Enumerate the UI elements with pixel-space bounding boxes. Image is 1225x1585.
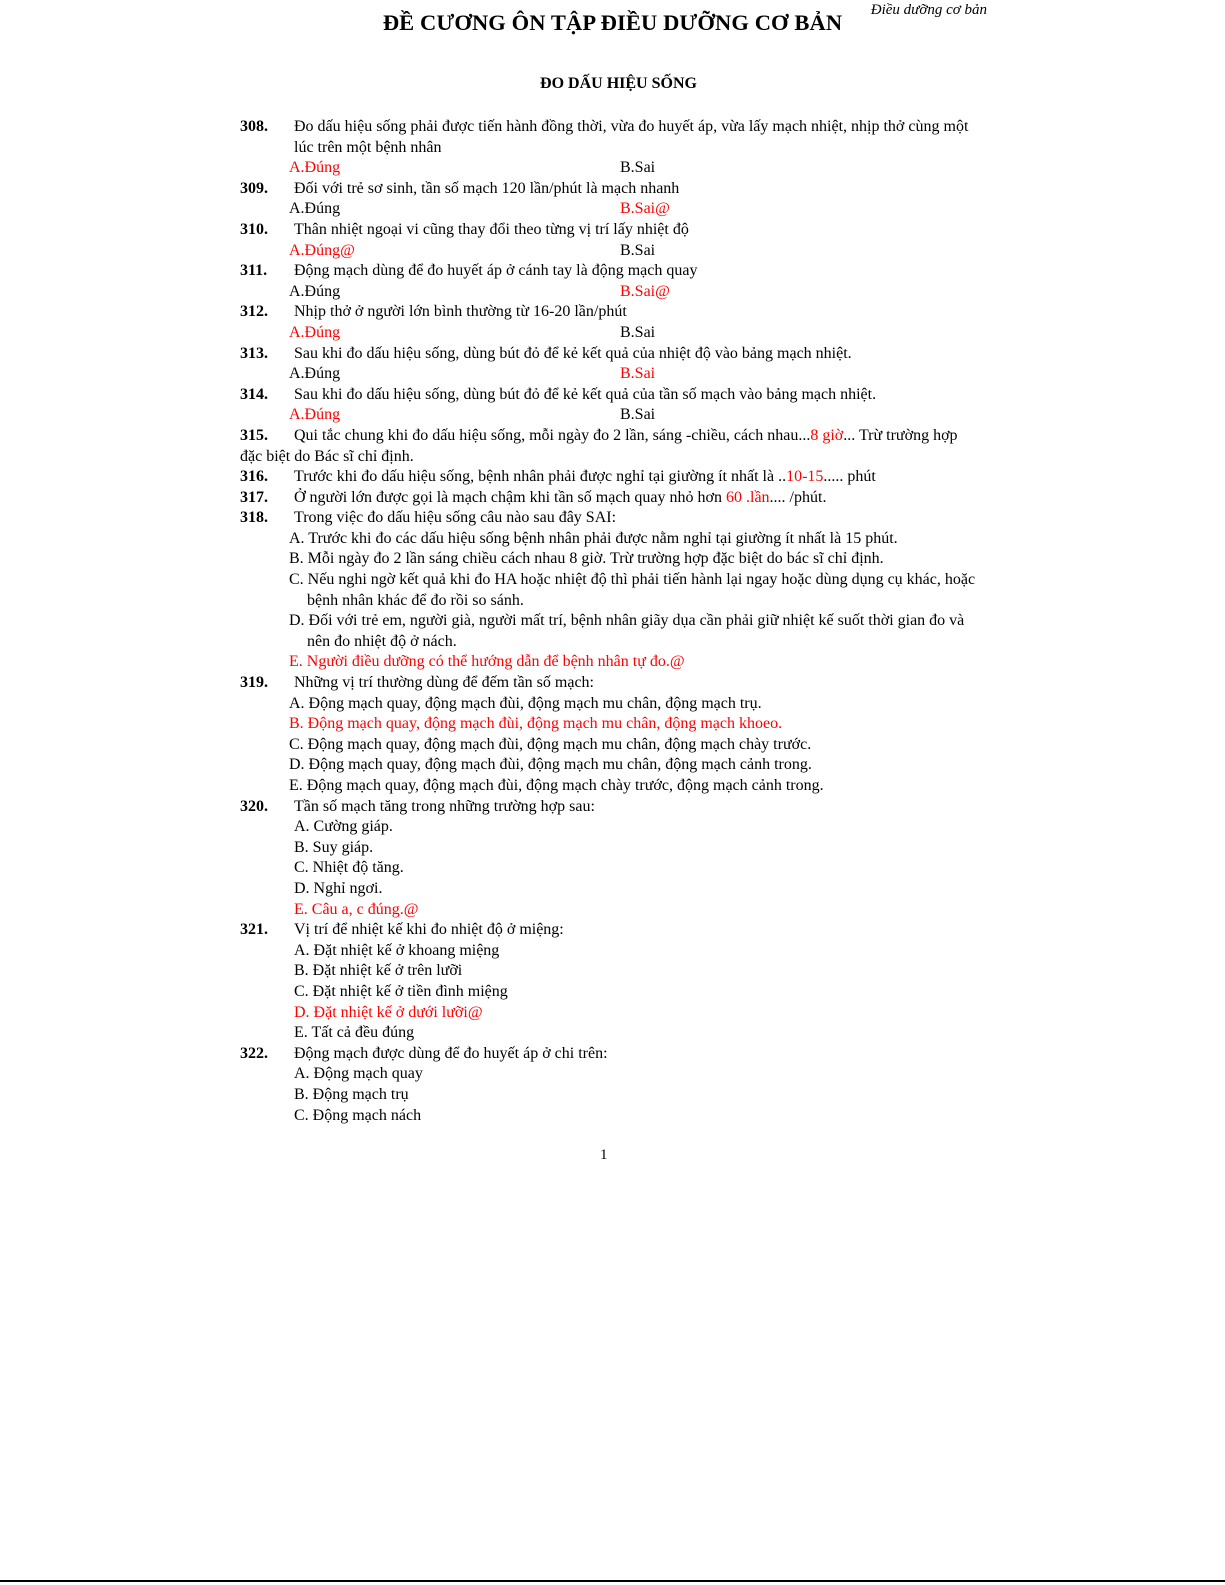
option-d: D. Đối với trẻ em, người già, người mất trí, bệnh nhân giãy dụa cần phải giữ nhiệt kế suốt thời gian đo và nên đo nhiệt độ ở nách. — [289, 612, 965, 650]
option-c: C. Động mạch quay, động mạch đùi, động mạch mu chân, động mạch chày trước. — [289, 735, 812, 753]
question-number: 311. — [240, 262, 268, 280]
option-d: D. Đặt nhiệt kế ở dưới lưỡi@ — [294, 1003, 483, 1021]
option-a: A.Đúng — [289, 406, 341, 424]
option-c: C. Đặt nhiệt kế ở tiền đình miệng — [294, 982, 508, 1000]
question-number: 317. — [240, 488, 268, 506]
option-a: A. Động mạch quay — [294, 1065, 423, 1083]
question-317 — [240, 488, 980, 509]
option-c: C. Nhiệt độ tăng. — [294, 859, 404, 877]
option-b: B.Sai@ — [620, 282, 670, 300]
option-a: A.Đúng — [289, 159, 341, 177]
question-number: 308. — [240, 118, 268, 135]
header-corner-text: Điều dưỡng cơ bản — [870, 2, 987, 18]
question-text-after: ... Trừ trường hợp đặc biệt do Bác sĩ chỉ định. — [240, 426, 958, 465]
question-number: 313. — [240, 344, 268, 362]
question-text: Động mạch dùng để đo huyết áp ở cánh tay là động mạch quay — [294, 262, 698, 280]
question-text: Những vị trí thường dùng để đếm tần số mạch: — [294, 674, 594, 692]
option-a: A. Cường giáp. — [294, 818, 393, 836]
question-number: 309. — [240, 179, 268, 197]
option-b: B. Suy giáp. — [294, 838, 374, 856]
question-text: Vị trí để nhiệt kế khi đo nhiệt độ ở miệng: — [294, 921, 564, 939]
question-text-before: Qui tắc chung khi đo dấu hiệu sống, mỗi ngày đo 2 lần, sáng -chiều, cách nhau... — [294, 426, 811, 444]
option-e: E. Động mạch quay, động mạch đùi, động mạch chày trước, động mạch cảnh trong. — [289, 777, 824, 794]
question-text: Trong việc đo dấu hiệu sống câu nào sau đây SAI: — [294, 509, 617, 527]
option-b: B. Động mạch trụ — [294, 1085, 409, 1103]
option-b: B.Sai — [620, 241, 656, 259]
question-text: Tần số mạch tăng trong những trường hợp sau: — [294, 797, 595, 815]
question-number: 314. — [240, 385, 268, 403]
question-311 — [240, 261, 980, 302]
page-number: 1 — [600, 1147, 608, 1163]
option-b: B.Sai@ — [620, 200, 670, 218]
option-d: D. Nghỉ ngơi. — [294, 879, 383, 897]
option-a: A.Đúng — [289, 323, 341, 341]
question-number: 310. — [240, 220, 268, 238]
question-number: 315. — [240, 426, 268, 444]
question-text: Sau khi đo dấu hiệu sống, dùng bút đỏ để kẻ kết quả của tần số mạch vào bảng mạch nhiệt. — [294, 385, 877, 403]
question-number: 318. — [240, 509, 268, 527]
question-318 — [240, 508, 980, 673]
option-a: A. Trước khi đo các dấu hiệu sống bệnh nhân phải được nằm nghỉ tại giường ít nhất là 15 phút. — [289, 529, 898, 547]
option-b: B.Sai — [620, 323, 656, 341]
question-322 — [240, 1044, 980, 1126]
question-309 — [240, 179, 980, 220]
option-c: C. Động mạch nách — [294, 1106, 422, 1124]
question-number: 320. — [240, 797, 268, 815]
option-b: B. Đặt nhiệt kế ở trên lưỡi — [294, 962, 463, 980]
question-319 — [240, 673, 980, 797]
option-b: B.Sai — [620, 365, 656, 383]
question-320 — [240, 797, 980, 921]
option-a: A.Đúng — [289, 200, 341, 218]
question-number: 322. — [240, 1044, 268, 1062]
question-number: 319. — [240, 674, 268, 692]
option-b: B. Mỗi ngày đo 2 lần sáng chiều cách nhau 8 giờ. Trừ trường hợp đặc biệt do bác sĩ chỉ định. — [289, 550, 884, 568]
question-313 — [240, 344, 980, 385]
question-text-before: Ở người lớn được gọi là mạch chậm khi tần số mạch quay nhỏ hơn — [294, 488, 726, 506]
option-a: A.Đúng — [289, 365, 341, 383]
question-314 — [240, 385, 980, 426]
question-text-after: ..... phút — [823, 468, 876, 486]
document-title: ĐỀ CƯƠNG ÔN TẬP ĐIỀU DƯỠNG CƠ BẢN — [382, 10, 843, 35]
option-c: C. Nếu nghi ngờ kết quả khi đo HA hoặc nhiệt độ thì phải tiến hành lại ngay hoặc dùng dụng cụ khác, hoặc bệnh nhân khác để đo rồi so sánh. — [289, 571, 976, 609]
option-b: B. Động mạch quay, động mạch đùi, động mạch mu chân, động mạch khoeo. — [289, 715, 783, 733]
question-text: Đo dấu hiệu sống phải được tiến hành đồng thời, vừa đo huyết áp, vừa lấy mạch nhiệt, nhịp thở cùng một lúc trên một bệnh nhân — [294, 118, 969, 156]
question-text: Động mạch được dùng để đo huyết áp ở chi trên: — [294, 1044, 608, 1062]
option-b: B.Sai — [620, 406, 656, 424]
question-text: Đối với trẻ sơ sinh, tần số mạch 120 lần/phút là mạch nhanh — [294, 179, 680, 197]
option-e: E. Người điều dưỡng có thể hướng dẫn để bệnh nhân tự đo.@ — [289, 653, 685, 671]
question-text-before: Trước khi đo dấu hiệu sống, bệnh nhân phải được nghỉ tại giường ít nhất là .. — [294, 468, 787, 486]
option-a: A. Động mạch quay, động mạch đùi, động mạch mu chân, động mạch trụ. — [289, 694, 762, 712]
option-a: A.Đúng — [289, 282, 341, 300]
question-text: Nhịp thở ở người lớn bình thường từ 16-20 lần/phút — [294, 303, 627, 321]
question-number: 321. — [240, 921, 268, 939]
question-text-after: .... /phút. — [769, 488, 827, 506]
question-312 — [240, 302, 980, 343]
question-list — [240, 117, 980, 1126]
option-e: E. Tất cả đều đúng — [294, 1024, 415, 1042]
page-bottom-divider — [0, 1580, 1225, 1582]
section-title: ĐO DẤU HIỆU SỐNG — [540, 75, 697, 92]
option-e: E. Câu a, c đúng.@ — [294, 900, 419, 918]
question-310 — [240, 220, 980, 261]
question-315 — [240, 426, 980, 467]
fill-in-answer: 8 giờ — [810, 426, 844, 444]
question-text: Sau khi đo dấu hiệu sống, dùng bút đỏ để kẻ kết quả của nhiệt độ vào bảng mạch nhiệt. — [294, 344, 852, 362]
option-b: B.Sai — [620, 159, 656, 177]
question-number: 312. — [240, 303, 268, 321]
option-a: A. Đặt nhiệt kế ở khoang miệng — [294, 941, 500, 959]
question-text: Thân nhiệt ngoại vi cũng thay đổi theo từng vị trí lấy nhiệt độ — [294, 220, 689, 238]
question-308 — [240, 117, 980, 179]
question-316 — [240, 467, 980, 488]
fill-in-answer: 10-15 — [786, 468, 824, 486]
question-321 — [240, 920, 980, 1044]
option-d: D. Động mạch quay, động mạch đùi, động mạch mu chân, động mạch cảnh trong. — [289, 756, 812, 774]
question-number: 316. — [240, 468, 268, 486]
fill-in-answer: 60 .lần — [726, 488, 770, 506]
option-a: A.Đúng@ — [289, 241, 355, 259]
